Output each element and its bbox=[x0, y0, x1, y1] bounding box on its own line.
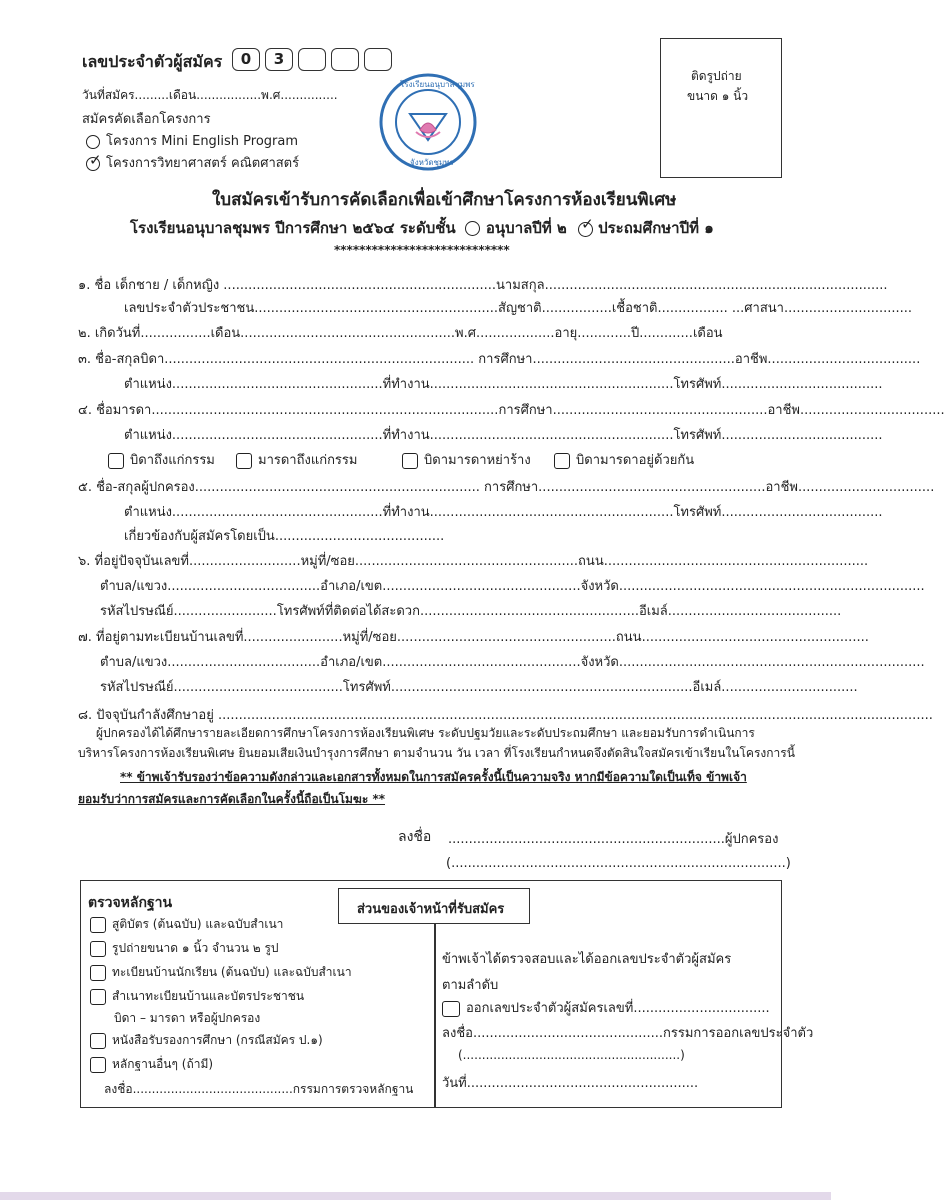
field-mother[interactable]: ๔. ชื่อมารดา....................................................................................การศึกษา....................................................อาชีพ................................... bbox=[78, 403, 945, 418]
program-option-sci-math[interactable] bbox=[86, 152, 299, 173]
radio-kindergarten-icon[interactable] bbox=[465, 221, 480, 236]
consent-line2: บริหารโครงการห้องเรียนพิเศษ ยินยอมเสียเงินบำรุงการศึกษา ตามจำนวน วัน เวลา ที่โรงเรียนกำหนดจึงตัดสินใจสมัครเข้าเรียนในโครงการนี้ bbox=[78, 746, 795, 760]
id-digit-4[interactable] bbox=[331, 48, 359, 71]
field-father[interactable]: ๓. ชื่อ-สกุลบิดา........................................................................... การศึกษา.................................................อาชีพ..................................... bbox=[78, 352, 921, 367]
program-option-sci-math-label: โครงการวิทยาศาสตร์ คณิตศาสตร์ bbox=[106, 156, 300, 171]
field-address[interactable]: ๖. ที่อยู่ปัจจุบันเลขที่...........................หมู่ที่/ซอย......................................................ถนน................................................................ bbox=[78, 554, 869, 569]
field-father-work[interactable]: ตำแหน่ง...................................................ที่ทำงาน...........................................................โทรศัพท์....................................... bbox=[124, 377, 883, 392]
evidence-item-2[interactable]: รูปถ่ายขนาด ๑ นิ้ว จำนวน ๒ รูป bbox=[90, 939, 279, 958]
checkbox-icon[interactable] bbox=[90, 1057, 106, 1073]
evidence-item-4-sub: บิดา – มารดา หรือผู้ปกครอง bbox=[114, 1011, 261, 1025]
office-issuer-name[interactable]: (.........................................................) bbox=[458, 1048, 685, 1062]
field-registered-contact[interactable]: รหัสไปรษณีย์.........................................โทรศัพท์.........................................................................อีเมล์................................. bbox=[100, 680, 858, 695]
logo-bottom-text: จังหวัดชุมพร bbox=[410, 158, 454, 167]
office-date[interactable]: วันที่........................................................ bbox=[442, 1076, 699, 1091]
field-id-card[interactable]: เลขประจำตัวประชาชน...........................................................สัญชาติ.................เชื้อชาติ................. ...ศาสนา............................... bbox=[124, 301, 913, 316]
certify-line2: ยอมรับว่าการสมัครและการคัดเลือกในครั้งนี้ถือเป็นโมฆะ ** bbox=[78, 792, 386, 806]
form-title: ใบสมัครเข้ารับการคัดเลือกเพื่อเข้าศึกษาโครงการห้องเรียนพิเศษ bbox=[212, 190, 677, 210]
evidence-item-6[interactable]: หลักฐานอื่นๆ (ถ้ามี) bbox=[90, 1055, 213, 1074]
checkbox-icon[interactable] bbox=[90, 917, 106, 933]
field-guardian-work[interactable]: ตำแหน่ง...................................................ที่ทำงาน...........................................................โทรศัพท์....................................... bbox=[124, 505, 883, 520]
sign-label: ลงชื่อ bbox=[398, 829, 432, 845]
field-registered-district[interactable]: ตำบล/แขวง.....................................อำเภอ/เขต................................................จังหวัด.......................................................................... bbox=[100, 655, 925, 670]
subtitle-primary: ประถมศึกษาปีที่ ๑ bbox=[598, 219, 714, 237]
office-issuer-signature[interactable]: ลงชื่อ..............................................กรรมการออกเลขประจำตัว bbox=[442, 1026, 814, 1041]
evidence-title: ตรวจหลักฐาน bbox=[88, 895, 173, 911]
guardian-signature-name[interactable]: (.................................................................................) bbox=[446, 856, 791, 871]
logo-top-text: โรงเรียนอนุบาลชุมพร bbox=[400, 80, 475, 89]
radio-unchecked-icon[interactable] bbox=[86, 135, 100, 149]
evidence-item-1[interactable]: สูติบัตร (ต้นฉบับ) และฉบับสำเนา bbox=[90, 915, 283, 934]
certify-line1: ** ข้าพเจ้ารับรองว่าข้อความดังกล่าวและเอกสารทั้งหมดในการสมัครครั้งนี้เป็นความจริง หากมีข้อความใดเป็นเท็จ ข้าพเจ้า bbox=[120, 770, 747, 784]
field-mother-work[interactable]: ตำแหน่ง...................................................ที่ทำงาน...........................................................โทรศัพท์....................................... bbox=[124, 428, 883, 443]
checkbox-icon[interactable] bbox=[90, 965, 106, 981]
school-logo bbox=[378, 72, 478, 172]
status-together[interactable]: บิดามารดาอยู่ด้วยกัน bbox=[554, 449, 694, 470]
form-subtitle bbox=[130, 216, 714, 240]
status-mother-deceased[interactable]: มารดาถึงแก่กรรม bbox=[236, 449, 357, 470]
photo-box[interactable] bbox=[660, 38, 782, 178]
applicant-id-label: เลขประจำตัวผู้สมัคร bbox=[82, 52, 223, 71]
field-current-school[interactable]: ๘. ปัจจุบันกำลังศึกษาอยู่ ............................................................................................................................................................................. bbox=[78, 708, 933, 723]
status-divorced[interactable]: บิดามารดาหย่าร้าง bbox=[402, 449, 531, 470]
status-father-deceased[interactable]: บิดาถึงแก่กรรม bbox=[108, 449, 215, 470]
subtitle-kindergarten: อนุบาลปีที่ ๒ bbox=[485, 219, 567, 237]
bottom-edge bbox=[0, 1192, 831, 1200]
office-header-box bbox=[338, 888, 530, 924]
checker-signature[interactable]: ลงชื่อ..........................................กรรมการตรวจหลักฐาน bbox=[104, 1082, 414, 1096]
field-address-contact[interactable]: รหัสไปรษณีย์.........................โทรศัพท์ที่ติดต่อได้สะดวก.....................................................อีเมล์.......................................... bbox=[100, 604, 842, 619]
apply-date[interactable]: วันที่สมัคร.........เดือน.................พ.ศ............... bbox=[82, 88, 338, 102]
office-divider bbox=[434, 924, 436, 1107]
id-digit-5[interactable] bbox=[364, 48, 392, 71]
evidence-item-3[interactable]: ทะเบียนบ้านนักเรียน (ต้นฉบับ) และฉบับสำเนา bbox=[90, 963, 352, 982]
subtitle-school-year: โรงเรียนอนุบาลชุมพร ปีการศึกษา ๒๕๖๔ ระดับชั้น bbox=[130, 219, 456, 237]
checkbox-icon[interactable] bbox=[90, 941, 106, 957]
checkbox-icon[interactable] bbox=[90, 1033, 106, 1049]
checkbox-icon[interactable] bbox=[90, 989, 106, 1005]
checkbox-icon[interactable] bbox=[402, 453, 418, 469]
office-header: ส่วนของเจ้าหน้าที่รับสมัคร bbox=[357, 902, 505, 917]
office-issue-number[interactable]: ออกเลขประจำตัวผู้สมัครเลขที่................................. bbox=[442, 997, 770, 1018]
id-digit-3[interactable] bbox=[298, 48, 326, 71]
title-stars: **************************** bbox=[334, 243, 510, 257]
evidence-item-5[interactable]: หนังสือรับรองการศึกษา (กรณีสมัคร ป.๑) bbox=[90, 1031, 323, 1050]
field-birth[interactable]: ๒. เกิดวันที่.................เดือน....................................................พ.ศ...................อายุ.............ปี.............เดือน bbox=[78, 326, 723, 341]
field-guardian-relation[interactable]: เกี่ยวข้องกับผู้สมัครโดยเป็น......................................... bbox=[124, 529, 445, 544]
radio-primary-checked-icon[interactable]: ✓ bbox=[578, 221, 594, 237]
checkbox-icon[interactable] bbox=[108, 453, 124, 469]
checkbox-icon[interactable] bbox=[236, 453, 252, 469]
guardian-signature-line[interactable]: ...................................................................ผู้ปกครอง bbox=[448, 832, 779, 847]
photo-box-line1: ติดรูปถ่าย bbox=[691, 69, 742, 83]
field-address-district[interactable]: ตำบล/แขวง.....................................อำเภอ/เขต................................................จังหวัด.......................................................................... bbox=[100, 579, 925, 594]
program-choice-label: สมัครคัดเลือกโครงการ bbox=[82, 112, 211, 127]
photo-box-line2: ขนาด ๑ นิ้ว bbox=[687, 89, 749, 103]
program-option-mep-label: โครงการ Mini English Program bbox=[106, 134, 299, 149]
program-option-mep[interactable] bbox=[86, 130, 298, 151]
checkbox-icon[interactable] bbox=[442, 1001, 460, 1017]
radio-checked-icon[interactable]: ✓ bbox=[86, 156, 101, 171]
id-digit-1[interactable]: 0 bbox=[232, 48, 260, 71]
id-digit-2[interactable]: 3 bbox=[265, 48, 293, 71]
field-guardian[interactable]: ๕. ชื่อ-สกุลผู้ปกครอง..................................................................... การศึกษา.......................................................อาชีพ................................. bbox=[78, 480, 935, 495]
evidence-item-4[interactable]: สำเนาทะเบียนบ้านและบัตรประชาชน bbox=[90, 987, 304, 1006]
field-registered-address[interactable]: ๗. ที่อยู่ตามทะเบียนบ้านเลขที่........................หมู่ที่/ซอย.....................................................ถนน....................................................... bbox=[78, 630, 869, 645]
office-right-line2: ตามลำดับ bbox=[442, 978, 499, 993]
field-name[interactable]: ๑. ชื่อ เด็กชาย / เด็กหญิง ..................................................................นามสกุล................................................................................... bbox=[78, 278, 888, 293]
consent-line1: ผู้ปกครองได้ได้ศึกษารายละเอียดการศึกษาโครงการห้องเรียนพิเศษ ระดับปฐมวัยและระดับประถมศึกษา และยอมรับการดำเนินการ bbox=[96, 726, 755, 740]
checkbox-icon[interactable] bbox=[554, 453, 570, 469]
office-right-line1: ข้าพเจ้าได้ตรวจสอบและได้ออกเลขประจำตัวผู้สมัคร bbox=[442, 952, 732, 967]
